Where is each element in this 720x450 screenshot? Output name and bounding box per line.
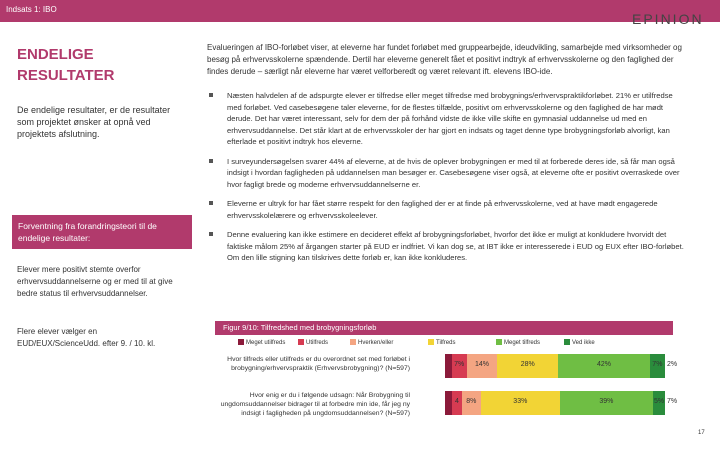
legend-label: Tilfreds: [436, 340, 456, 346]
bar-value-label: 42%: [597, 361, 612, 368]
legend-label: Ved ikke: [572, 340, 595, 346]
bullet-item: Næsten halvdelen af de adspurgte elever er tilfredse eller meget tilfredse med brobygnings/erhvervspraktikforløbet. 21% er utilfredse med forløbet. Ved casebesøgene taler eleverne, for de flestes tilfælde, positivt om erhvervsskolerne og den faglighed de har mødt derude. Det har været interessant, selv for dem der på forhånd vidste de ikke ville skifte en gymnasial uddannelse ud med en erhvervsuddannelse. Det står klart at de erhvervsskoler der har gjort en indsats og taget denne type brobygningsforløb alvorligt, kan efterlade et positivt indtryk hos eleverne.: [207, 90, 687, 148]
bar-segment: [497, 354, 558, 378]
legend-label: Meget utilfreds: [246, 340, 286, 346]
expectation-2: Flere elever vælger en EUD/EUX/ScienceUdd. efter 9. / 10. kl.: [17, 327, 156, 348]
legend-item: [428, 339, 455, 346]
page-title: ENDELIGE RESULTATER: [17, 46, 115, 84]
section-label: Indsats 1: IBO: [6, 5, 57, 14]
legend-item: [564, 339, 595, 346]
legend-swatch: [564, 339, 570, 345]
legend-label: Utilfreds: [306, 340, 329, 346]
legend-item: [496, 339, 540, 346]
chart-bar: [445, 354, 665, 378]
page-number: 17: [698, 430, 705, 436]
bullet-item: Eleverne er ultryk for har fået større respekt for den faglighed der er at finde på erhvervsskolerne, ved at have mødt engagerede erhvervsskolelærere og erhvervsskoleelever.: [207, 198, 687, 221]
chart-legend: [238, 339, 678, 349]
chart-row-label-1: Hvor tilfreds eller utilfreds er du overordnet set med forløbet i brobygning/erhvervspraktik (Erhvervsbrobygning)? (N=597): [227, 356, 410, 372]
bar-segment: [445, 391, 452, 415]
bullet-item: Denne evaluering kan ikke estimere en decideret effekt af brobygningsforløbet, hvorfor det ikke er muligt at konkludere hvorvidt det faktiske målom 25% af årgangen starter på EUD er indfriet. Vi kan dog se, at IBT ikke er interesserede i EUD og EUX efter IBO-forløbet. Om den lille stigning kan tilskrives dette forløb er, kan ikke konkluderes.: [207, 229, 687, 264]
legend-swatch: [298, 339, 304, 345]
bullet-icon: [209, 232, 213, 236]
bullet-icon: [209, 159, 213, 163]
bullet-item: I surveyundersøgelsen svarer 44% af eleverne, at de hvis de oplever brobygningen er med til at forberede deres ide, så får man også indsigt i hvordan fagligheden på uddannelsen man besøger er. Casebesøgene viser også, at eleverne ofte er positivt overraskede over hvor fagligt brede og moderne erhvervsuddannelserne er.: [207, 156, 687, 191]
expectation-box: [12, 215, 192, 249]
legend-swatch: [350, 339, 356, 345]
chart-bar: [445, 391, 665, 415]
legend-item: [298, 339, 328, 346]
bullet-icon: [209, 93, 213, 97]
bar-value-label: 7%: [652, 361, 663, 368]
intro-paragraph: Evalueringen af IBO-forløbet viser, at eleverne har fundet forløbet med gruppearbejde, ideudvikling, samarbejde med virksomheder og besøg på erhvervsskolerne spændende. Dertil har eleverne generelt fået et positivt indtryk af erhvervsskolerne og den faglighed der findes derude – særligt når eleverne har været velforberedt og været relevant ift. elevens IBO-ide.: [207, 43, 682, 76]
bar-segment: [467, 354, 497, 378]
chart-row-label-2: Hvor enig er du i følgende udsagn: Når Brobygning til ungdomsuddannelser bidrager til at forbedre min ide, får jeg ny indsigt i fagligheden på ungdomsuddannelsen? (N=597): [220, 392, 410, 417]
bar-segment: [481, 391, 560, 415]
bar-segment: [560, 391, 653, 415]
bar-value-label: 7%: [454, 361, 465, 368]
bullet-list: [207, 90, 687, 272]
epinion-logo: EPINION: [632, 11, 704, 27]
bar-value-label: 28%: [520, 361, 535, 368]
bar-segment: [653, 391, 665, 415]
bar-segment: [650, 354, 665, 378]
left-description: De endelige resultater, er de resultater som projektet ønsker at opnå ved projektets afslutning.: [17, 105, 171, 139]
bar-segment: [462, 391, 481, 415]
bar-segment: [452, 391, 462, 415]
legend-label: Hverken/eller: [358, 340, 394, 346]
bar-outside-label: 7%: [667, 398, 678, 405]
bar-value-label: 39%: [599, 398, 614, 405]
legend-item: [350, 339, 393, 346]
bar-segment: [558, 354, 649, 378]
bar-value-label: 5%: [653, 398, 665, 405]
legend-swatch: [428, 339, 434, 345]
bar-value-label: 33%: [513, 398, 528, 405]
top-banner: [0, 0, 720, 22]
bar-value-label: 14%: [475, 361, 490, 368]
bar-segment: [452, 354, 467, 378]
bar-outside-label: 2%: [667, 361, 678, 368]
legend-swatch: [238, 339, 244, 345]
bullet-icon: [209, 201, 213, 205]
bar-value-label: 8%: [466, 398, 477, 405]
legend-label: Meget tilfreds: [504, 340, 541, 346]
expectation-box-label: Forventning fra forandringsteori til de endelige resultater:: [18, 221, 157, 243]
bar-value-label: 4: [455, 398, 459, 405]
expectation-1: Elever mere positivt stemte overfor erhvervsuddannelserne og er med til at give bedre status til erhvervsuddannelser.: [17, 265, 173, 298]
legend-swatch: [496, 339, 502, 345]
chart-title: Figur 9/10: Tilfredshed med brobygningsforløb: [223, 323, 377, 332]
chart-title-bar: [215, 321, 673, 335]
legend-item: [238, 339, 285, 346]
